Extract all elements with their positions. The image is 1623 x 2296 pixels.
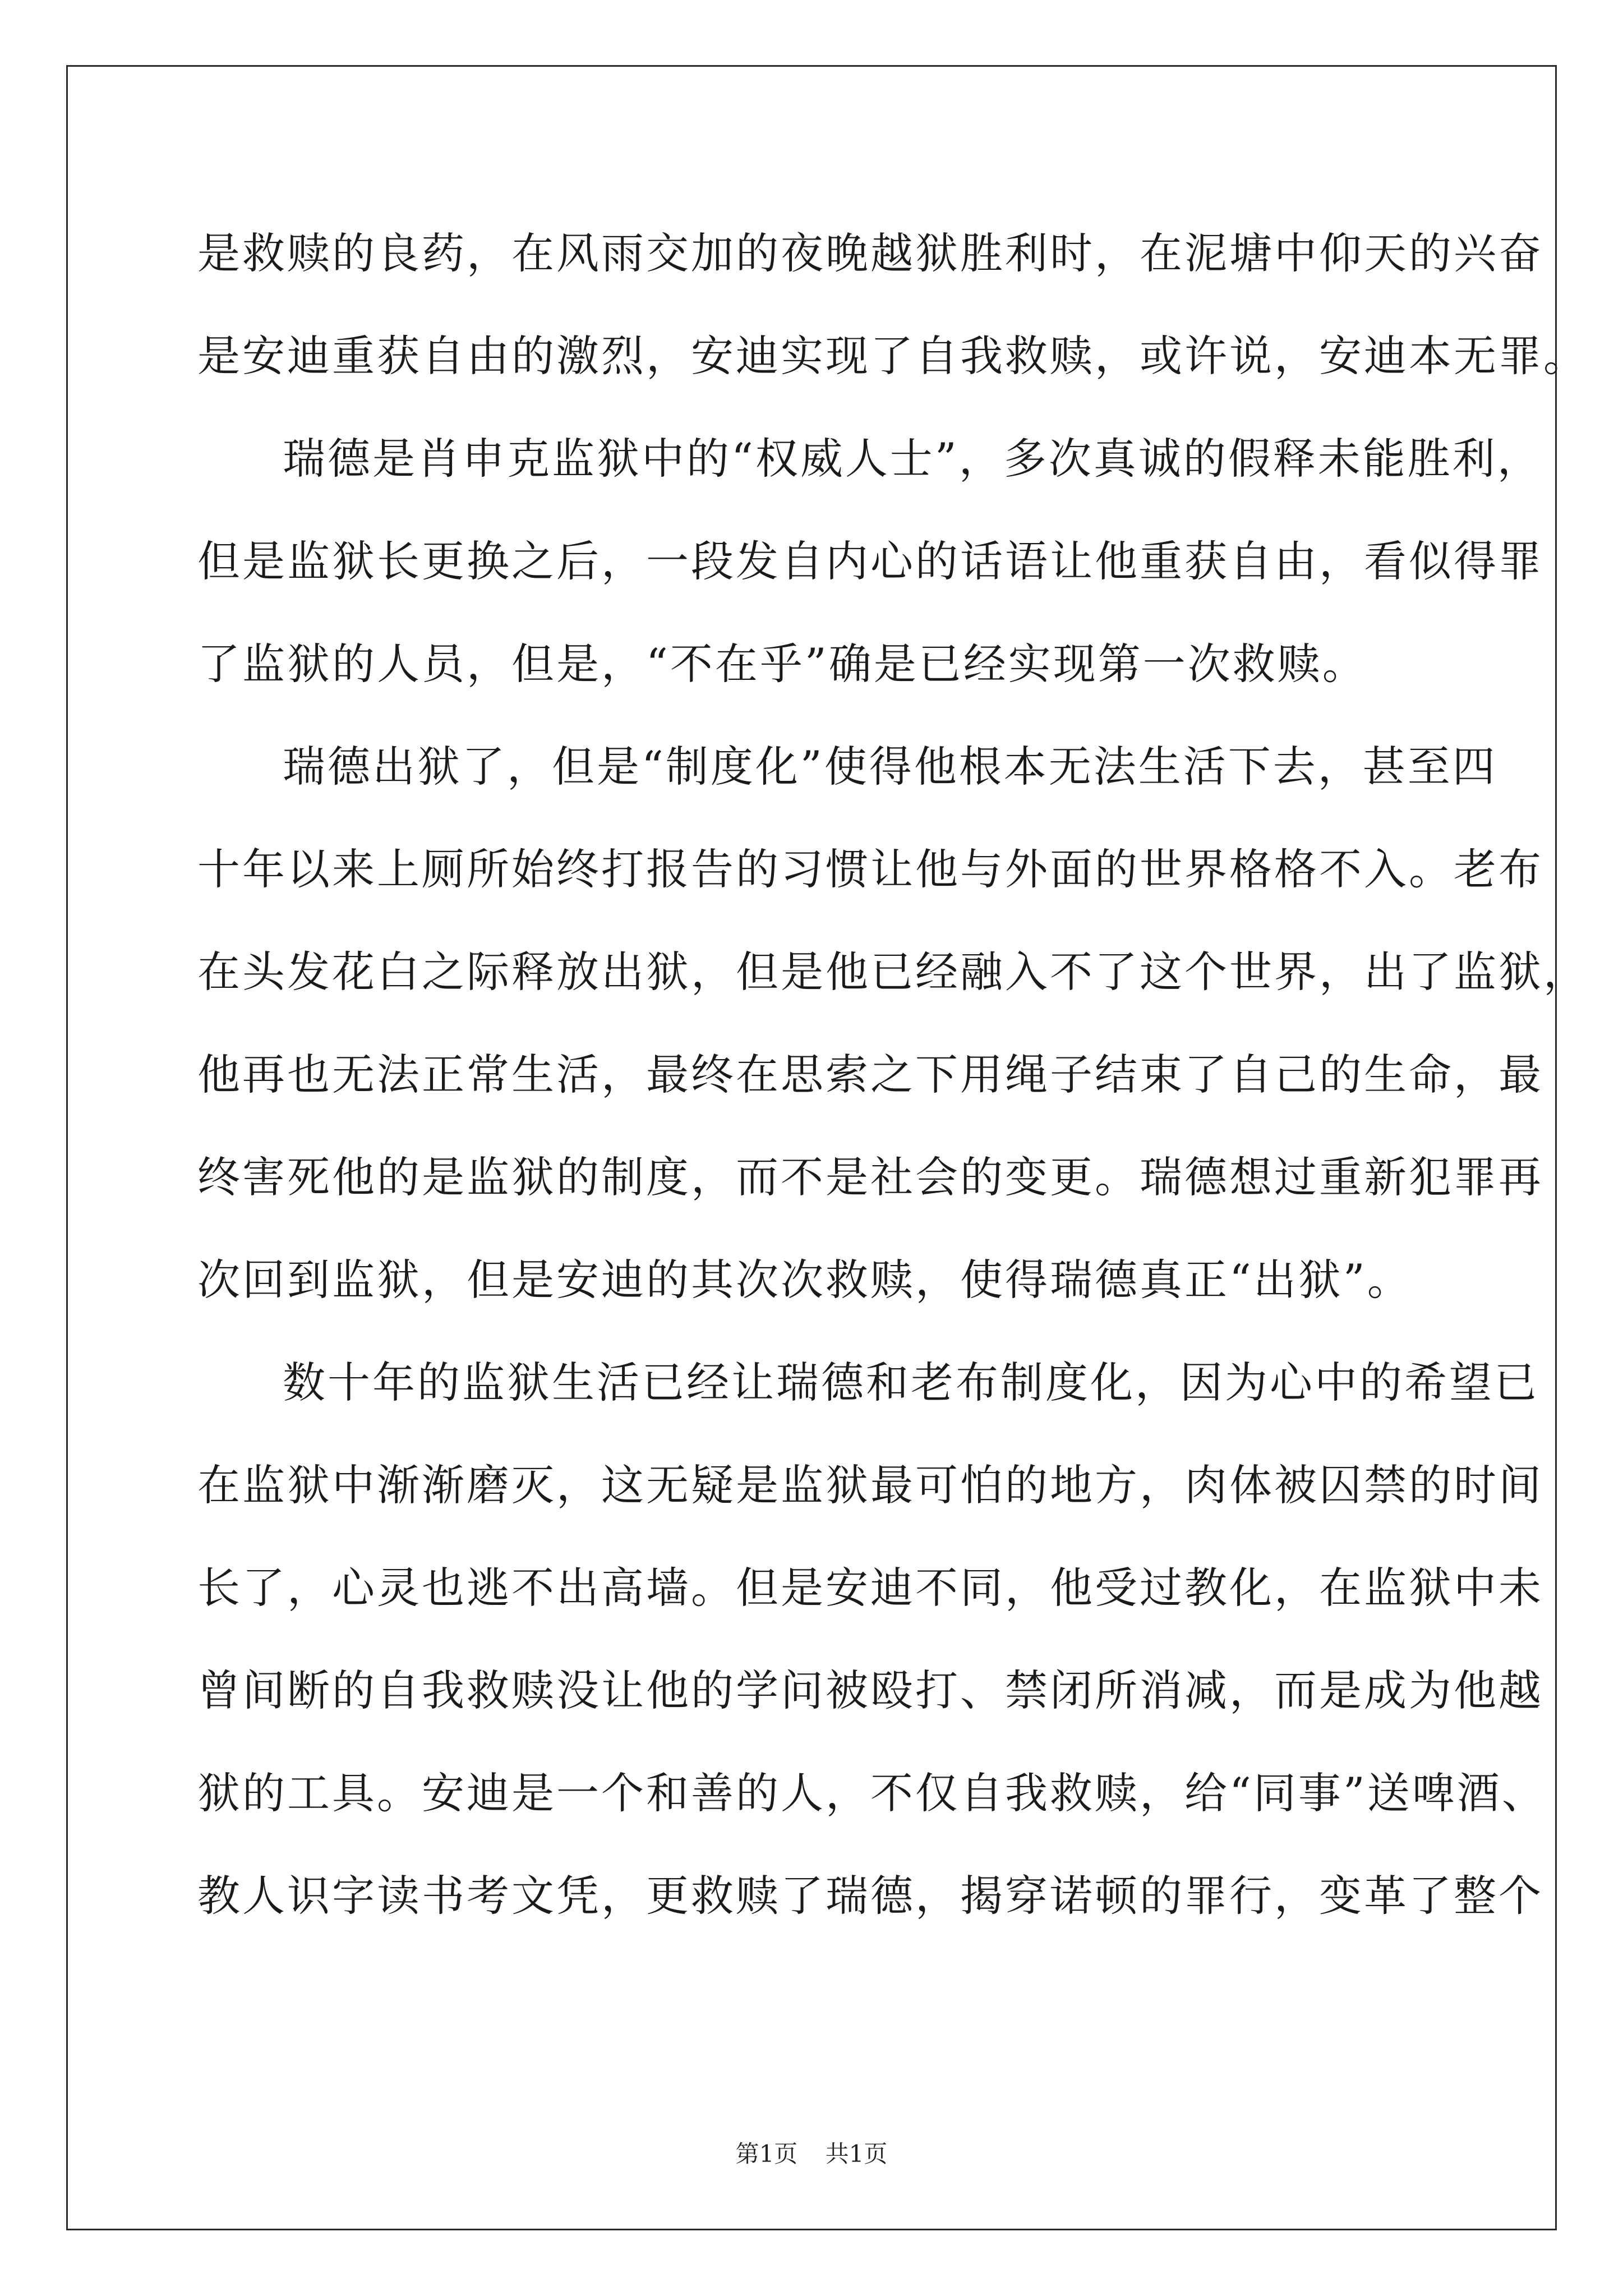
text-line-9: 他再也无法正常生活，最终在思索之下用绳子结束了自己的生命，最 (197, 1050, 1543, 1099)
text-line-1: 是救赎的良药，在风雨交加的夜晚越狱胜利时，在泥塘中仰天的兴奋 (197, 228, 1543, 278)
text-line-7: 十年以来上厕所始终打报告的习惯让他与外面的世界格格不入。老布 (197, 844, 1543, 894)
document-body (197, 202, 1588, 1947)
text-line-11: 次回到监狱，但是安迪的其次次救赎，使得瑞德真正“出狱”。 (197, 1255, 1412, 1305)
text-line-5: 了监狱的人员，但是，“不在乎”确是已经实现第一次救赎。 (197, 639, 1367, 689)
text-line-2: 是安迪重获自由的激烈，安迪实现了自我救赎，或许说，安迪本无罪。 (197, 331, 1588, 381)
text-line-10: 终害死他的是监狱的制度，而不是社会的变更。瑞德想过重新犯罪再 (197, 1152, 1543, 1202)
text-line-12: 数十年的监狱生活已经让瑞德和老布制度化，因为心中的希望已 (283, 1358, 1539, 1407)
text-line-6: 瑞德出狱了，但是“制度化”使得他根本无法生活下去，甚至四 (283, 742, 1497, 792)
page-number: 第1页 (735, 2140, 798, 2168)
text-line-3: 瑞德是肖申克监狱中的“权威人士”，多次真诚的假释未能胜利， (283, 434, 1542, 484)
text-line-13: 在监狱中渐渐磨灭，这无疑是监狱最可怕的地方，肉体被囚禁的时间 (197, 1460, 1543, 1510)
text-line-16: 狱的工具。安迪是一个和善的人，不仅自我救赎，给“同事”送啤酒、 (197, 1768, 1547, 1818)
text-line-8: 在头发花白之际释放出狱，但是他已经融入不了这个世界，出了监狱， (197, 947, 1588, 997)
text-line-4: 但是监狱长更换之后，一段发自内心的话语让他重获自由，看似得罪 (197, 536, 1543, 586)
text-line-14: 长了，心灵也逃不出高墙。但是安迪不同，他受过教化，在监狱中未 (197, 1563, 1543, 1613)
page-footer (0, 2138, 1623, 2170)
text-line-15: 曾间断的自我救赎没让他的学问被殴打、禁闭所消减，而是成为他越 (197, 1665, 1543, 1715)
page-total: 共1页 (825, 2140, 888, 2168)
text-line-17: 教人识字读书考文凭，更救赎了瑞德，揭穿诺顿的罪行，变革了整个 (197, 1871, 1543, 1921)
